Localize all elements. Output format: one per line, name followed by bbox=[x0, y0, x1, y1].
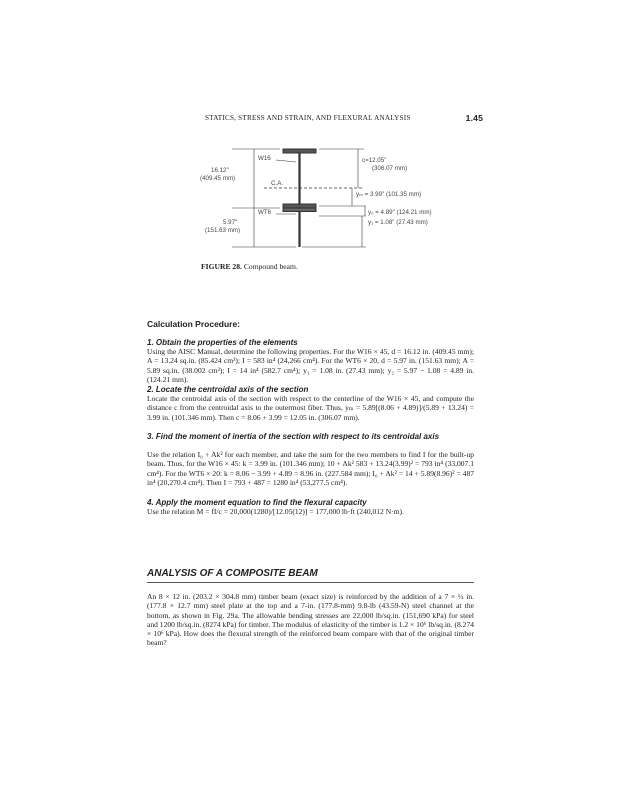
caption-text: Compound beam. bbox=[243, 262, 298, 271]
depth-w16-mm-label: (409.45 mm) bbox=[200, 175, 236, 182]
w16-bottom-flange bbox=[283, 204, 316, 208]
section-text: An 8 × 12 in. (203.2 × 304.8 mm) timber beam (exact size) is reinforced by the addition of a 7 × ½ in. (177.8 × 12.7 mm) steel plate at the top and a 7-in. (177.8-mm) 9.8-lb (43.59-N) steel channel at the bottom, as shown in Fig. 29a. The allowable bending stresses are 22,000 lb/sq.in. (151,690 kPa) for steel and 1200 lb/sq.in. (8274 kPa) for timber. The modulus of elasticity of the timber is 1.2 × 10⁶ lb/sq.in. (8.274 × 10⁶ kPa). How does the flexural strength of the reinforced beam compare with that of the original timber beam? bbox=[147, 592, 474, 648]
depth-wt6-label: 5.97" bbox=[223, 219, 238, 226]
depth-wt6-mm-label: (151.63 mm) bbox=[205, 227, 241, 234]
ca-label: C.A. bbox=[271, 180, 284, 187]
depth-w16-label: 16.12" bbox=[211, 167, 229, 174]
section-title: ANALYSIS OF A COMPOSITE BEAM bbox=[147, 568, 318, 579]
w16-top-flange bbox=[283, 149, 316, 153]
wt6-label: WT6 bbox=[258, 209, 272, 216]
caption-label: FIGURE 28. bbox=[201, 262, 242, 271]
figure-caption bbox=[201, 262, 298, 271]
y1-label: y₁ = 1.08" (27.43 mm) bbox=[368, 219, 428, 226]
step-2-text: Locate the centroidal axis of the section with respect to the centerline of the W16 × 45, and compute the distance c from the centroidal axis to the outermost fiber. Thus, yₘ = 5.89[(8.06 + 4.89)]/(5.89 + 13.24) = 3.99 in. (101.346 mm). Then c = 8.06 + 3.99 = 12.05 in. (306.07 mm). bbox=[147, 394, 474, 422]
step-3-heading: 3. Find the moment of inertia of the section with respect to its centroidal axis bbox=[147, 432, 440, 441]
step-2-heading: 2. Locate the centroidal axis of the section bbox=[147, 385, 309, 394]
compound-beam-drawing bbox=[192, 140, 492, 258]
c-mm-label: (306.07 mm) bbox=[372, 165, 408, 172]
calc-procedure-title: Calculation Procedure: bbox=[147, 319, 241, 329]
step-4-text: Use the relation M = fI/c = 20,000(1280)/[12.05(12)] = 177,000 lb·ft (240,012 N·m). bbox=[147, 507, 404, 516]
w16-label: W16 bbox=[258, 155, 271, 162]
step-3-text: Use the relation I₀ + Ak² for each member, and take the sum for the two members to find I for the built-up beam. Thus, for the W16 × 45: k = 3.99 in. (101.346 mm); 10 + Ak² 583 + 13.24(3.99)² = 793 in⁴ (33,007.1 cm⁴). For the WT6 × 20: k = 8.06 − 3.99 + 4.89 = 8.96 in. (227.584 mm); I₀ + Ak² = 14 + 5.89(8.96)² = 487 in⁴ (20,270.4 cm⁴). Then I = 793 + 487 = 1280 in⁴ (53,277.5 cm⁴). bbox=[147, 450, 474, 487]
ym-label: yₘ = 3.99" (101.35 mm) bbox=[356, 191, 422, 198]
y2-label: y₂ = 4.89" (124.21 mm) bbox=[368, 209, 432, 216]
c-label: c=12.05" bbox=[362, 157, 387, 164]
header-title: STATICS, STRESS AND STRAIN, AND FLEXURAL ANALYSIS bbox=[205, 114, 411, 122]
wt6-flange bbox=[283, 208, 316, 212]
compound-beam-figure bbox=[192, 140, 492, 258]
step-4-heading: 4. Apply the moment equation to find the flexural capacity bbox=[147, 498, 367, 507]
page-number: 1.45 bbox=[465, 113, 483, 123]
step-1-heading: 1. Obtain the properties of the elements bbox=[147, 338, 298, 347]
section-divider bbox=[147, 582, 474, 583]
step-1-text: Using the AISC Manual, determine the following properties. For the W16 × 45, d = 16.12 in. (409.45 mm); A = 13.24 sq.in. (85.424 cm²); I = 583 in⁴ (24,266 cm⁴). For the WT6 × 20, d = 5.97 in. (151.63 mm); A = 5.89 sq.in. (38.002 cm²); I = 14 in⁴ (582.7 cm⁴); y₁ = 1.08 in. (27.43 mm); y₂ = 5.97 − 1.08 = 4.89 in. (124.21 mm). bbox=[147, 347, 474, 384]
